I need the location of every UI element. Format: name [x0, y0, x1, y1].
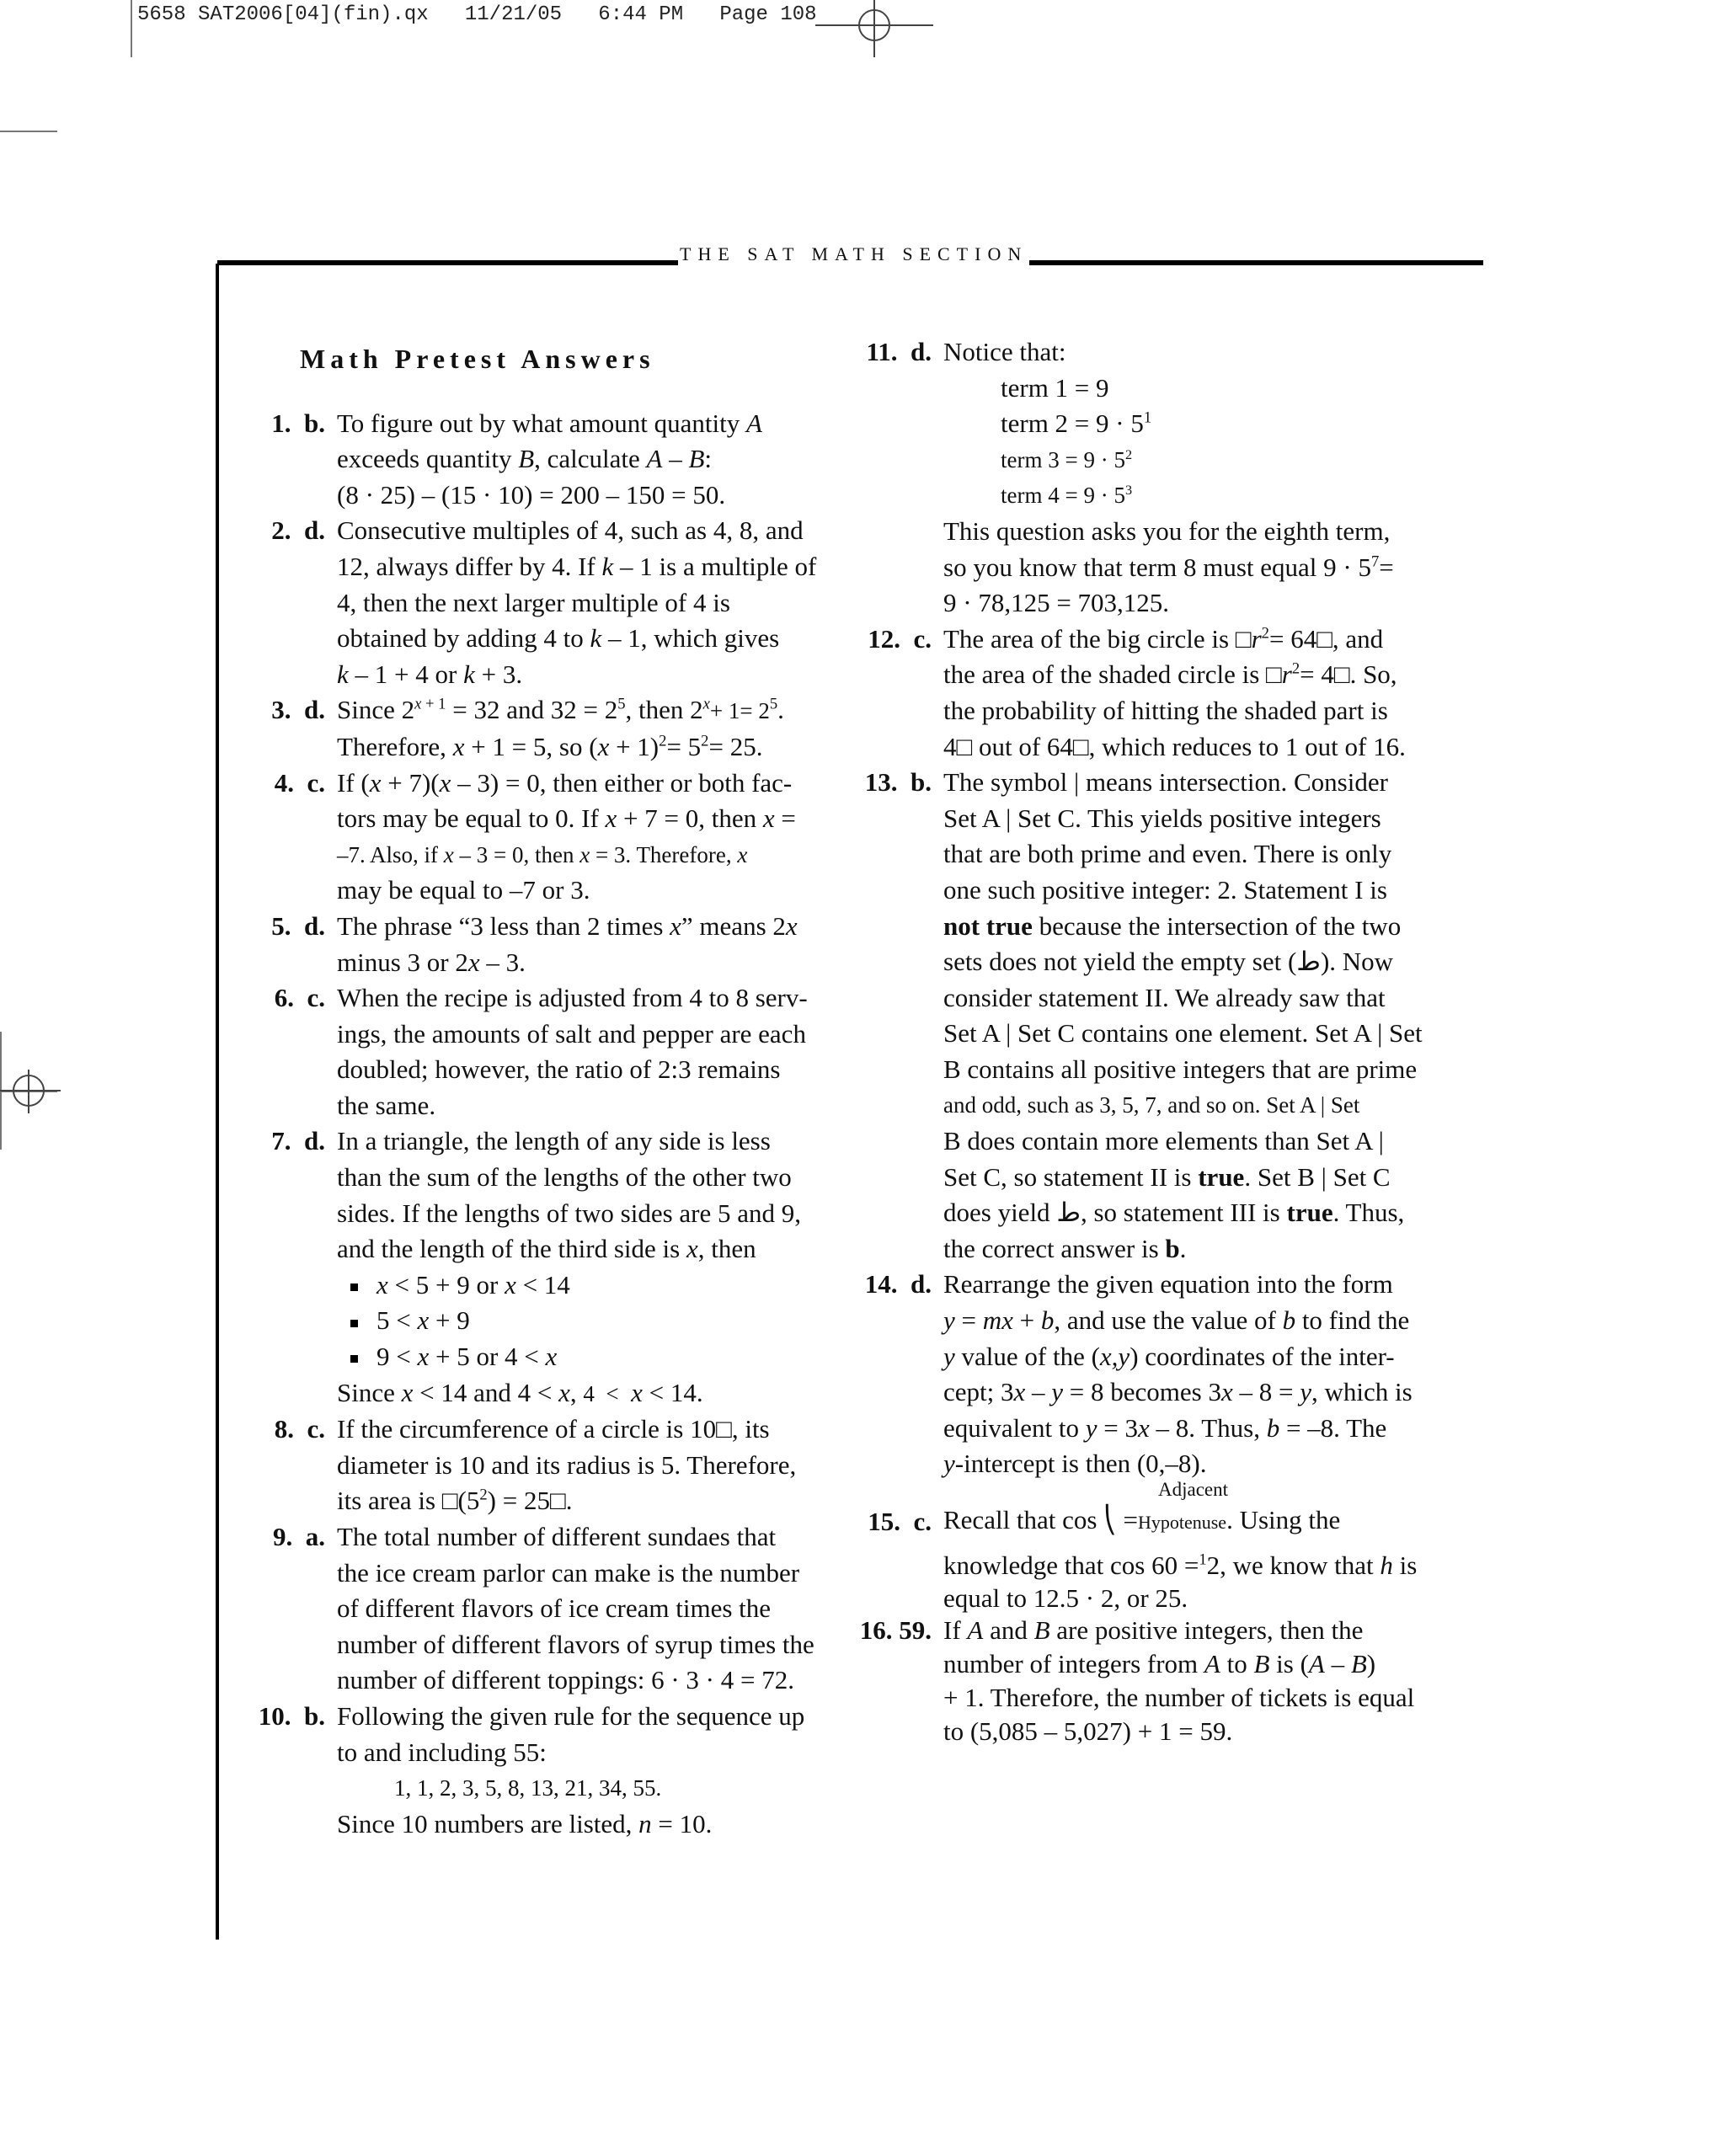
term-line: term 1 = 9 — [1001, 372, 1109, 403]
answer-line: than the sum of the lengths of the other two — [337, 1162, 792, 1193]
answer-line: one such positive integer: 2. Statement I is — [943, 874, 1387, 905]
answer-line: Set C, so statement II is true. Set B | Set C — [943, 1161, 1391, 1192]
registration-mark-icon — [0, 1063, 66, 1122]
answer-line: Following the given rule for the sequence up — [337, 1700, 805, 1731]
answer-line: y = mx + b, and use the value of b to find the — [943, 1305, 1410, 1336]
answer-line: –7. Also, if x – 3 = 0, then x = 3. Therefore, x — [337, 841, 748, 867]
answer-number: 16. 59. — [859, 1615, 932, 1646]
bullet-square-icon — [350, 1355, 358, 1363]
crop-mark — [131, 0, 132, 57]
answer-line: Set A | Set C. This yields positive integers — [943, 803, 1381, 833]
answer-8 — [253, 1412, 859, 1519]
answer-line: that are both prime and even. There is only — [943, 839, 1392, 869]
answer-line: to (5,085 – 5,027) + 1 = 59. — [943, 1716, 1233, 1747]
answer-line: y-intercept is then (0,–8). — [943, 1449, 1207, 1479]
answer-line: (8 · 25) – (15 · 10) = 200 – 150 = 50. — [337, 479, 726, 510]
answer-line: may be equal to –7 or 3. — [337, 875, 590, 905]
bullet-square-icon — [350, 1283, 358, 1291]
answer-3 — [253, 692, 859, 765]
bullet-item: 9 < x + 5 or 4 < x — [337, 1339, 859, 1375]
answer-5 — [253, 909, 859, 980]
answer-line: B contains all positive integers that are prime — [943, 1054, 1418, 1084]
bullet-item: 5 < x + 9 — [337, 1303, 859, 1339]
answer-line: 4, then the next larger multiple of 4 is — [337, 587, 730, 617]
answer-16 — [859, 1614, 1466, 1748]
answer-line: diameter is 10 and its radius is 5. Therefore, — [337, 1449, 797, 1480]
registration-mark-icon — [815, 0, 933, 64]
answer-line: equivalent to y = 3x – 8. Thus, b = –8. The — [943, 1412, 1387, 1443]
answer-number: 9. a. — [273, 1522, 325, 1551]
answer-1 — [253, 406, 859, 514]
answer-line: The area of the big circle is $□r^2=$ 64□, and — [943, 623, 1384, 654]
answer-line: the same. — [337, 1090, 436, 1120]
answer-number: 12. c. — [868, 623, 932, 654]
answer-line: tors may be equal to 0. If x + 7 = 0, then x = — [337, 803, 796, 834]
bullet-square-icon — [350, 1320, 358, 1327]
fraction-numerator: Adjacent — [1158, 1479, 1229, 1500]
answer-2 — [253, 513, 859, 692]
answer-number: 8. c. — [274, 1414, 325, 1444]
answer-13 — [859, 765, 1466, 1267]
answer-line: exceeds quantity B, calculate A – B: — [337, 444, 713, 474]
answer-line: number of different toppings: 6 · 3 · 4 = 72. — [337, 1665, 794, 1695]
answer-line: B does contain more elements than Set A | — [943, 1126, 1384, 1156]
answer-line: If (x + 7)(x – 3) = 0, then either or both fac- — [337, 767, 793, 798]
answer-number: 5. d. — [271, 910, 325, 941]
sequence-line: 1, 1, 2, 3, 5, 8, 13, 21, 34, 55. — [394, 1775, 662, 1801]
answer-number: 2. d. — [271, 515, 325, 546]
term-line: term $2 = 9 \cdot 5^1$ — [1001, 408, 1152, 439]
answer-line: Recall that cos ⎝ =Hypotenuse. Using the — [943, 1505, 1341, 1534]
answer-10 — [253, 1699, 859, 1842]
answer-line: Since $2^{x + 1} = 32$ and $32 = 2^5$, then $2^x+ 1= 2^5$. — [337, 695, 784, 725]
answer-line: and the length of the third side is x, then — [337, 1234, 756, 1264]
answer-line: and odd, such as 3, 5, 7, and so on. Set A | Set — [943, 1092, 1360, 1118]
answer-line: minus 3 or 2x – 3. — [337, 947, 526, 977]
running-header: THE SAT MATH SECTION — [680, 243, 1028, 264]
answer-line: The symbol | means intersection. Consider — [943, 767, 1388, 798]
answer-line: the correct answer is b. — [943, 1233, 1187, 1263]
answer-line: The total number of different sundaes that — [337, 1522, 777, 1551]
answer-line: sides. If the lengths of two sides are 5 and 9, — [337, 1198, 801, 1228]
answer-line: sets does not yield the empty set (ط). Now — [943, 947, 1394, 977]
printer-slug: 5658 SAT2006[04](fin).qx 11/21/05 6:44 PM Page 108 — [137, 3, 817, 26]
answer-line: so you know that term 8 must equal $9 \cdot 5^7=$ — [943, 552, 1394, 582]
answer-line: To figure out by what amount quantity A — [337, 408, 762, 438]
answer-line: Since x < 14 and 4 < x, 4 < x < 14. — [337, 1377, 703, 1407]
answer-number: 6. c. — [274, 983, 325, 1013]
answer-12 — [859, 622, 1466, 765]
section-title: Math Pretest Answers — [300, 344, 655, 374]
left-margin-rule — [216, 264, 219, 1940]
answer-line: of different flavors of ice cream times the — [337, 1593, 772, 1624]
answer-line: 9 · 78,125 = 703,125. — [943, 588, 1170, 618]
answer-line: not true because the intersection of the two — [943, 910, 1402, 941]
right-column — [859, 334, 1466, 1748]
answer-line: If the circumference of a circle is 10□, its — [337, 1414, 770, 1444]
answer-number: 3. d. — [271, 695, 325, 725]
answer-7 — [253, 1123, 859, 1412]
answer-14 — [859, 1267, 1466, 1482]
answer-line: y value of the (x,y) coordinates of the inter- — [943, 1341, 1395, 1371]
answer-line: Notice that: — [943, 337, 1066, 366]
answer-line: does yield ط, so statement III is true. Thus, — [943, 1198, 1405, 1228]
answer-line: consider statement II. We already saw that — [943, 982, 1386, 1012]
answer-line: The phrase “3 less than 2 times x” means 2x — [337, 910, 798, 941]
answer-line: This question asks you for the eighth term, — [943, 515, 1391, 546]
answer-line: ings, the amounts of salt and pepper are each — [337, 1018, 806, 1049]
left-column — [253, 341, 859, 1842]
answer-line: its area is $□(5^2)$ = 25□. — [337, 1486, 573, 1516]
answer-number: 1. b. — [271, 408, 325, 438]
term-line: term $3 = 9 \cdot 5^2$ — [1001, 446, 1133, 472]
answer-number: 7. d. — [271, 1126, 325, 1156]
crop-mark — [0, 131, 57, 132]
answer-11 — [859, 334, 1466, 622]
answer-line: Set A | Set C contains one element. Set A | Set — [943, 1018, 1423, 1049]
answer-4 — [253, 766, 859, 909]
answer-number: 11. d. — [866, 337, 932, 366]
answer-line: the area of the shaded circle is $□r^2=$ 4□. So, — [943, 659, 1397, 690]
answer-number: 10. b. — [258, 1700, 325, 1731]
answer-line: k – 1 + 4 or k + 3. — [337, 659, 523, 689]
answer-line: doubled; however, the ratio of 2:3 remains — [337, 1054, 781, 1085]
answer-line: to and including 55: — [337, 1737, 547, 1767]
answer-number: 4. c. — [274, 767, 325, 798]
answer-line: number of different flavors of syrup times the — [337, 1629, 814, 1659]
answer-line: Since 10 numbers are listed, n = 10. — [337, 1808, 713, 1838]
answer-line: In a triangle, the length of any side is less — [337, 1126, 771, 1156]
answer-line: When the recipe is adjusted from 4 to 8 serv- — [337, 983, 808, 1013]
answer-line: the probability of hitting the shaded part is — [943, 695, 1388, 725]
answer-line: 12, always differ by 4. If k – 1 is a multiple of — [337, 551, 817, 581]
answer-9 — [253, 1519, 859, 1699]
answer-line: Consecutive multiples of 4, such as 4, 8, and — [337, 515, 804, 546]
answer-number: 14. d. — [864, 1269, 932, 1299]
answer-line: knowledge that cos 60 =$^1$2, we know that h is — [943, 1550, 1418, 1580]
answer-line: If A and B are positive integers, then the — [943, 1615, 1364, 1646]
answer-line: cept; 3x – y = 8 becomes 3x – 8 = y, which is — [943, 1377, 1413, 1407]
answer-line: the ice cream parlor can make is the number — [337, 1557, 800, 1588]
answer-line: number of integers from A to B is (A – B) — [943, 1649, 1376, 1679]
answer-number: 13. b. — [864, 767, 932, 798]
answer-6 — [253, 980, 859, 1123]
answer-15 — [859, 1477, 1466, 1614]
answer-line: obtained by adding 4 to k – 1, which gives — [337, 623, 780, 654]
answer-line: + 1. Therefore, the number of tickets is equal — [943, 1683, 1415, 1713]
answer-number: 15. c. — [868, 1507, 932, 1536]
answer-line: equal to 12.5 · 2, or 25. — [943, 1583, 1188, 1614]
bullet-item: x < 5 + 9 or x < 14 — [337, 1267, 859, 1304]
term-line: term $4 = 9 \cdot 5^3$ — [1001, 483, 1133, 509]
answer-line: Rearrange the given equation into the form — [943, 1269, 1393, 1299]
answer-line: 4□ out of 64□, which reduces to 1 out of 16. — [943, 731, 1406, 761]
answer-line: Therefore, x + 1 = 5, so $(x + 1)^2= 5^2= 25$. — [337, 731, 763, 761]
